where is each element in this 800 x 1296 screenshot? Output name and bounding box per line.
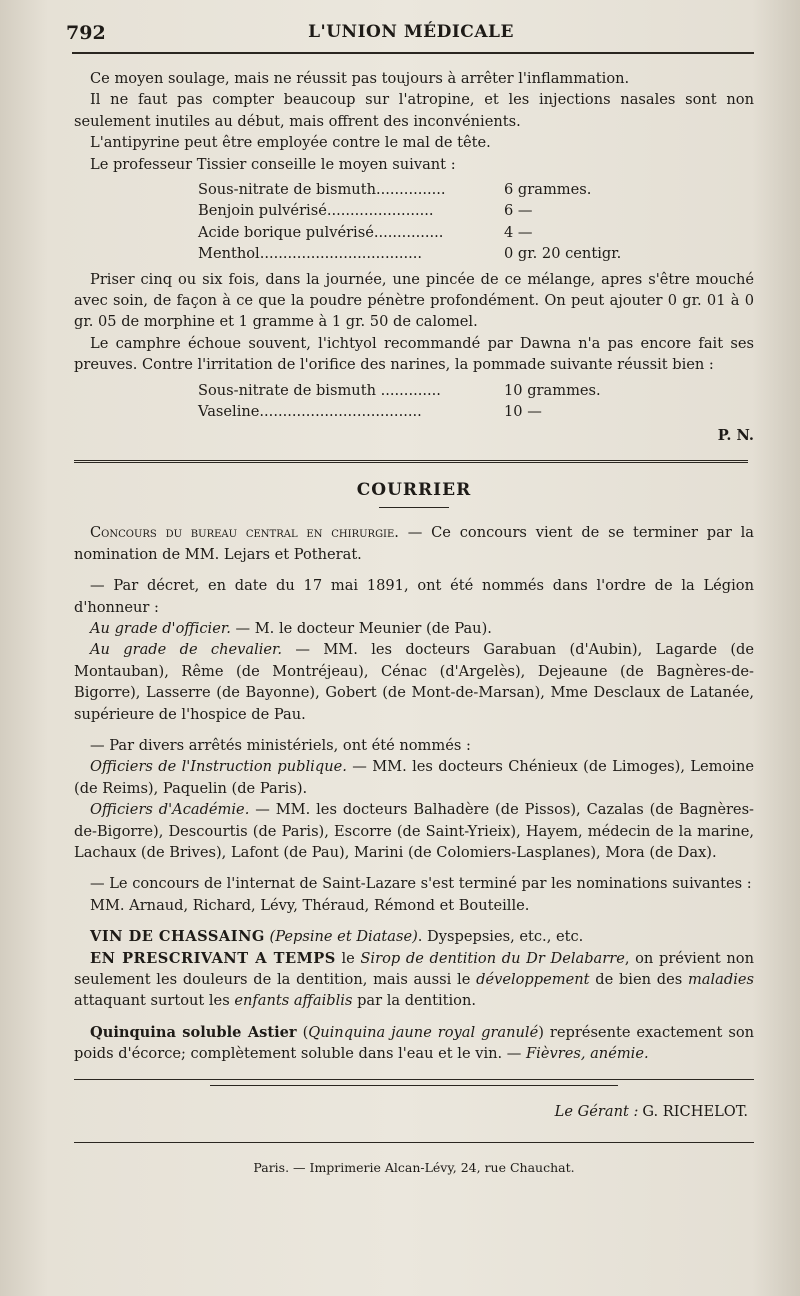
news-item-text: — MM. les docteurs Garabuan (d'Aubin), Lagarde (de Montauban), Rême (de Montréjeau), Cénac (d'Argelès), Dejeaune (de Bagnères-de-Bigorre), Lasserre (de Bayonne), Gobert (de Mont-de-Marsan), Mme Desclaux de Latanée, supérieure de l'hospice de Pau. [74,641,754,723]
news-item [74,756,754,799]
ad-italic: Fièvres, anémie. [526,1045,649,1063]
news-item [74,639,754,725]
ingredient-row [198,380,738,401]
news-item-text: — MM. les docteurs Balhadère (de Pissos), Cazalas (de Bagnères-de-Bigorre), Descourtis (de Paris), Escorre (de Saint-Yrieix), Hayem, médecin de la marine, Lachaux (de Brives), Lafont (de Pau), Marini (de Colomiers-Lasplanes), Mora (de Dax). [74,801,754,861]
ad-italic: enfants affaiblis [234,992,353,1010]
ingredient-row [198,200,738,221]
ingredient-name: Sous-nitrate de bismuth............... [198,181,446,199]
spacer [74,565,754,575]
news-item-label: Concours du bureau central en chirurgie. [90,524,399,542]
ad-italic: Quinquina jaune royal granulé [308,1023,539,1041]
page-number: 792 [66,22,106,44]
ad-text: par la dentition. [352,992,477,1010]
paragraph: Il ne faut pas compter beaucoup sur l'atropine, et les injections nasales sont non seulement inutiles au début, mais offrent des inconvénients. [74,91,754,130]
ad-italic: développement [476,971,590,989]
advertisement [74,926,754,947]
ingredient-row [198,179,738,200]
running-title: L'UNION MÉDICALE [308,22,514,42]
news-item: — Par décret, en date du 17 mai 1891, ont été nommés dans l'ordre de la Légion d'honneur : [74,577,754,616]
printer-imprint: Paris. — Imprimerie Alcan-Lévy, 24, rue Chauchat. [253,1160,575,1176]
news-item [74,522,754,565]
ingredient-quantity: 10 — [504,403,542,421]
page-header [66,22,756,46]
manager-name: G. RICHELOT. [642,1102,748,1120]
news-item: — Le concours de l'internat de Saint-Lazare s'est terminé par les nominations suivantes : [90,875,752,893]
title-underline [379,507,449,508]
news-item-label: Au grade d'officier. [90,619,231,637]
prescription-2 [198,380,738,423]
ingredient-row [198,222,738,243]
ingredient-row [198,243,738,264]
spacer [74,863,754,873]
ad-text: le [335,949,361,967]
ad-text: . Dyspepsies, etc., etc. [417,928,584,946]
spacer [74,725,754,735]
ad-text: de bien des [589,971,688,989]
prescription-1 [198,179,738,265]
paragraph: Le camphre échoue souvent, l'ichtyol recommandé par Dawna n'a pas encore fait ses preuves. Contre l'irritation de l'orifice des narines, la pommade suivante réussit bien : [74,334,754,374]
ad-brand: VIN DE CHASSAING [90,928,265,946]
ad-text: attaquant surtout les [74,992,235,1010]
ad-italic: maladies [687,971,754,989]
news-item: — Par divers arrêtés ministériels, ont été nommés : [90,736,471,754]
ingredient-row [198,401,738,422]
news-item-label: Officiers de l'Instruction publique. [90,758,347,776]
ingredient-quantity: 6 — [504,202,533,220]
ingredient-name: Sous-nitrate de bismuth ............. [198,381,441,399]
news-item-text: — MM. les docteurs Chénieux (de Limoges), Lemoine (de Reims), Paquelin (de Paris). [74,758,754,797]
advertisement [74,948,754,1012]
manager-signature [74,1101,754,1122]
news-item [74,618,754,639]
ad-brand: Quinquina soluble Astier [90,1023,297,1041]
news-item [74,799,754,863]
ad-italic: (Pepsine et Diatase) [264,928,418,946]
ingredient-name: Acide borique pulvérisé............... [198,223,444,241]
author-initials: P. N. [717,426,754,444]
ingredient-quantity: 6 grammes. [504,181,592,199]
ingredient-name: Menthol................................... [198,245,423,263]
paragraph: Le professeur Tissier conseille le moyen suivant : [90,155,456,173]
bottom-rule [74,1142,754,1143]
header-rule [72,52,754,54]
advertisement [74,1022,754,1065]
paragraph: Ce moyen soulage, mais ne réussit pas toujours à arrêter l'inflammation. [90,70,630,87]
section-title: COURRIER [356,479,472,500]
section-divider [74,460,748,466]
manager-label: Le Gérant : [554,1102,639,1120]
news-item-label: Officiers d'Académie. [90,801,250,819]
page-content [74,68,754,1178]
spacer [74,916,754,926]
ad-text: , on prévient non seulement les douleurs de la dentition, mais aussi le [74,949,754,989]
paragraph: Priser cinq ou six fois, dans la journée, une pincée de ce mélange, apres s'être mouché avec soin, de façon à ce que la poudre pénètre profondément. On peut ajouter 0 gr. 01 à 0 gr. 05 de morphine et 1 gramme à 1 gr. 50 de calomel. [74,270,754,331]
ingredient-name: Vaseline................................... [198,403,422,421]
news-item-label: Au grade de chevalier. [90,641,283,659]
ad-italic: Sirop de dentition du Dr Delabarre [360,949,625,967]
ingredient-name: Benjoin pulvérisé....................... [198,202,434,220]
footer-rule [210,1085,618,1091]
ingredient-quantity: 10 grammes. [504,381,601,399]
spacer [74,1012,754,1022]
ad-text: ( [296,1023,309,1041]
paragraph: L'antipyrine peut être employée contre le mal de tête. [90,134,491,152]
ad-text: ) représente exactement son poids d'écorce; complètement soluble dans l'eau et le vin. — [74,1023,755,1063]
news-item-text: — Ce concours vient de se terminer par la nomination de MM. Lejars et Potherat. [74,524,754,563]
footer-rules [74,1079,754,1091]
news-item: MM. Arnaud, Richard, Lévy, Théraud, Rémond et Bouteille. [90,896,530,914]
ingredient-quantity: 0 gr. 20 centigr. [504,245,622,263]
ingredient-quantity: 4 — [504,223,533,241]
ad-brand: EN PRESCRIVANT A TEMPS [90,949,336,967]
news-item-text: — M. le docteur Meunier (de Pau). [230,619,492,637]
